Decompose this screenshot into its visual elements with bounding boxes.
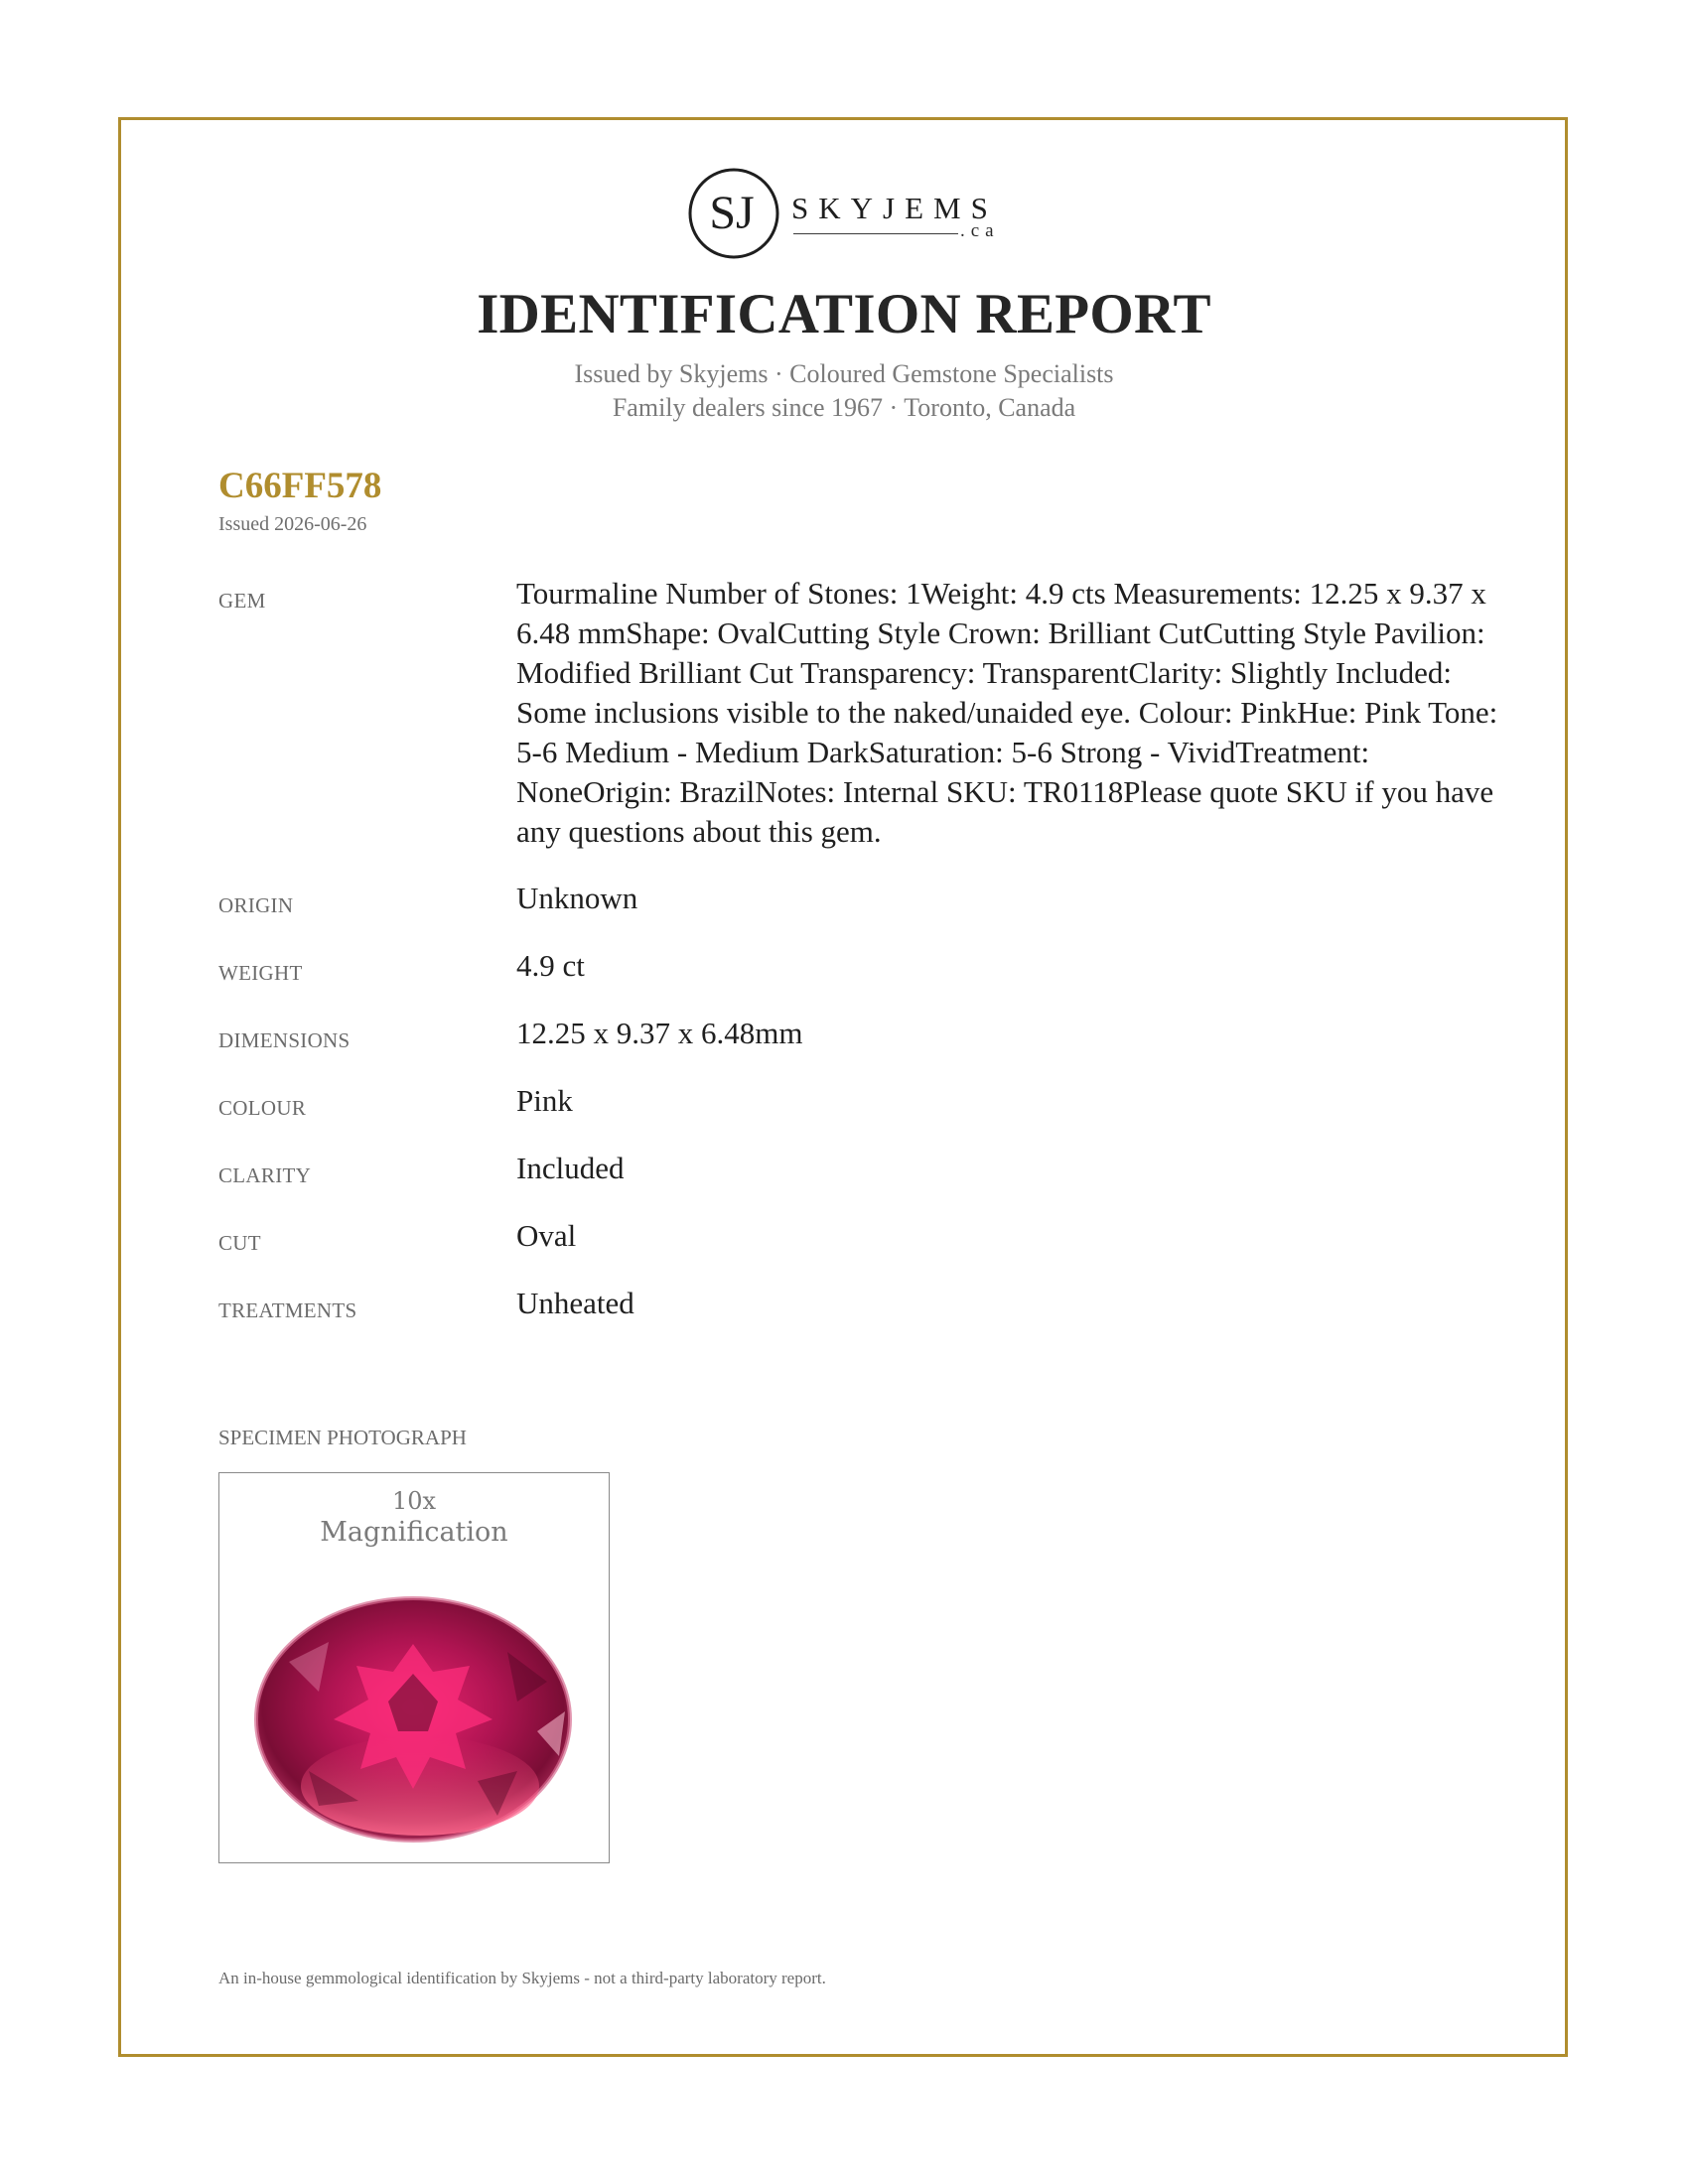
report-title: IDENTIFICATION REPORT [477, 283, 1211, 345]
treatments-value: Unheated [516, 1286, 634, 1320]
dimensions-value: 12.25 x 9.37 x 6.48mm [516, 1016, 803, 1050]
magnification-caption: Magnification [320, 1517, 508, 1548]
monogram-text: SJ [709, 187, 755, 239]
cut-label: CUT [218, 1231, 261, 1255]
issue-date: Issued 2026-06-26 [218, 513, 367, 535]
issuer-line: Issued by Skyjems · Coloured Gemstone Specialists [574, 359, 1114, 388]
brand-wordmark: SKYJEMS [791, 191, 998, 225]
wordmark-rule [793, 233, 958, 234]
dimensions-label: DIMENSIONS [218, 1028, 351, 1052]
weight-label: WEIGHT [218, 961, 303, 985]
brand-tld: .ca [960, 220, 1000, 241]
clarity-label: CLARITY [218, 1163, 312, 1187]
specimen-label: SPECIMEN PHOTOGRAPH [218, 1426, 467, 1449]
skyjems-logo [685, 165, 1013, 262]
origin-value: Unknown [516, 881, 638, 915]
clarity-value: Included [516, 1151, 625, 1185]
origin-label: ORIGIN [218, 893, 294, 917]
tourmaline-gem-image [249, 1582, 577, 1850]
weight-value: 4.9 ct [516, 948, 585, 983]
colour-value: Pink [516, 1083, 573, 1118]
report-number: C66FF578 [218, 466, 382, 506]
gem-description: Tourmaline Number of Stones: 1Weight: 4.9 cts Measurements: 12.25 x 9.37 x 6.48 mmShape: OvalCutting Style Crown: Brilliant CutCutting Style Pavilion: Modified Brilliant Cut Transparency: TransparentClarity: Slightly Included: Some inclusions visible to the naked/unaided eye. Colour: PinkHue: Pink Tone: 5-6 Medium - Medium DarkSaturation: 5-6 Strong - VividTreatment: NoneOrigin: BrazilNotes: Internal SKU: TR0118Please quote SKU if you have any questions about this gem. [516, 576, 1498, 849]
dealer-line: Family dealers since 1967 · Toronto, Canada [612, 393, 1076, 422]
magnification-value: 10x [391, 1487, 437, 1515]
sj-monogram-icon [685, 165, 782, 262]
cut-value: Oval [516, 1218, 577, 1253]
disclaimer-text: An in-house gemmological identification by Skyjems - not a third-party laboratory report. [218, 1969, 826, 1987]
gem-label: GEM [218, 589, 266, 613]
specimen-photo [218, 1472, 610, 1863]
colour-label: COLOUR [218, 1096, 307, 1120]
treatments-label: TREATMENTS [218, 1298, 357, 1322]
